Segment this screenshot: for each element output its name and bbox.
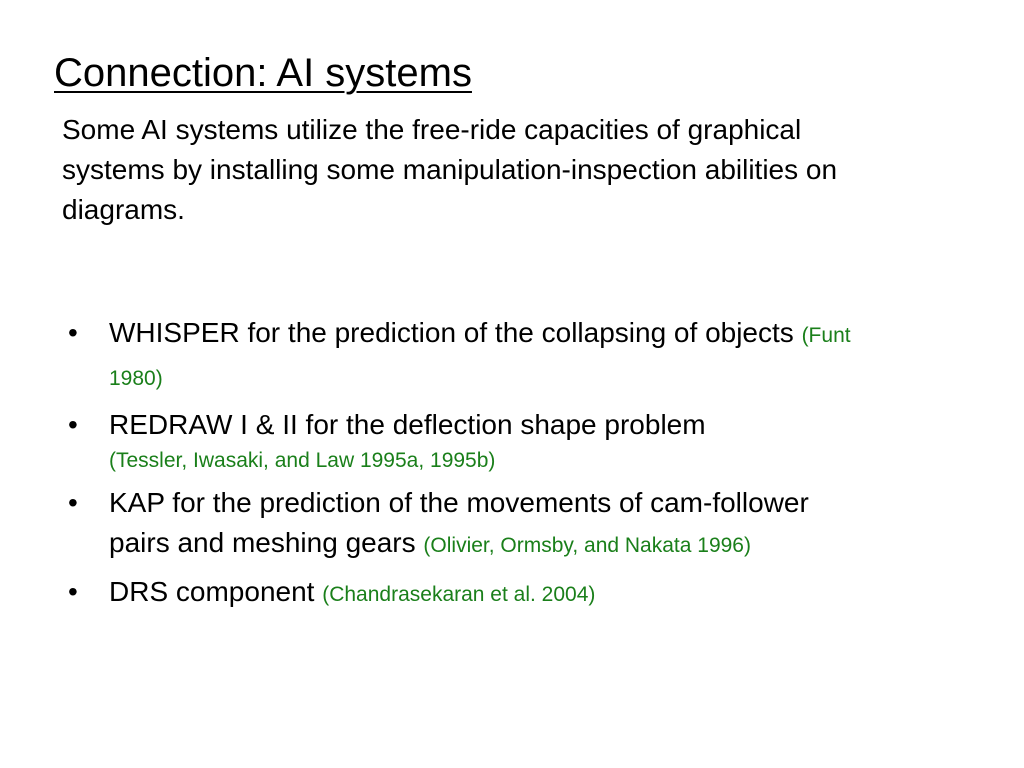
bullet-item-redraw: [68, 405, 868, 477]
bullet-text: WHISPER for the prediction of the collapsing of objects: [109, 317, 802, 348]
bullet-text: DRS component: [109, 576, 323, 607]
bullet-dot-icon: •: [68, 317, 78, 348]
bullet-citation: (Tessler, Iwasaki, and Law 1995a, 1995b): [109, 449, 496, 472]
slide-title: Connection: AI systems: [54, 51, 472, 95]
bullet-dot-icon: •: [68, 487, 78, 518]
bullet-item-kap: [68, 483, 868, 566]
bullet-citation: (Olivier, Ormsby, and Nakata 1996): [423, 534, 751, 557]
bullet-item-whisper: [68, 313, 868, 399]
intro-paragraph: Some AI systems utilize the free-ride capacities of graphical systems by installing some manipulation-inspection abilities on diagrams.: [62, 114, 838, 225]
bullet-text: REDRAW I & II for the deflection shape problem: [109, 409, 706, 440]
bullet-citation: (Chandrasekaran et al. 2004): [322, 583, 596, 606]
bullet-list: [68, 313, 868, 621]
bullet-dot-icon: •: [68, 409, 78, 440]
bullet-citation: (Funt 1980): [109, 324, 851, 390]
bullet-item-drs: [68, 572, 868, 615]
bullet-text: KAP for the prediction of the movements of cam-follower pairs and meshing gears: [109, 487, 809, 558]
bullet-dot-icon: •: [68, 576, 78, 607]
